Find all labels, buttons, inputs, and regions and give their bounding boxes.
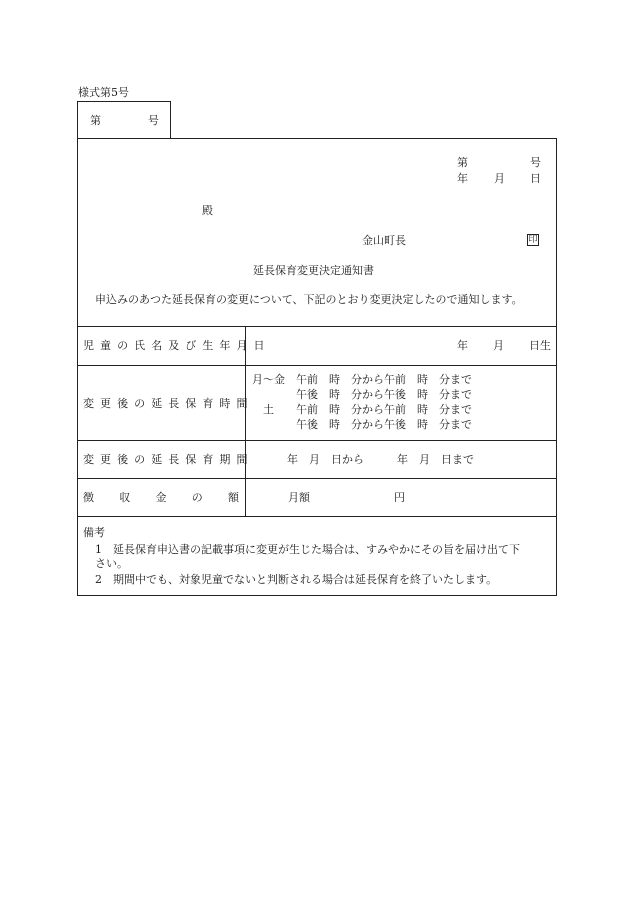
fee-label-char: 額 bbox=[228, 491, 239, 504]
row-divider bbox=[77, 478, 557, 479]
body-text: 申込みのあつた延長保育の変更について、下記のとおり変更決定したので通知します。 bbox=[95, 293, 523, 306]
birth-day: 日生 bbox=[529, 339, 551, 352]
period-label: 変更後の延長保育期間 bbox=[83, 453, 254, 466]
document-title: 延長保育変更決定通知書 bbox=[253, 264, 374, 277]
birth-year: 年 bbox=[457, 339, 468, 352]
date-year: 年 bbox=[457, 172, 468, 185]
column-divider bbox=[245, 326, 246, 516]
hours-line: 土 午前 時 分から午前 時 分まで bbox=[252, 403, 472, 416]
fee-label-char: 金 bbox=[155, 491, 167, 504]
addressee-suffix: 殿 bbox=[202, 204, 213, 217]
row-divider bbox=[77, 440, 557, 441]
fee-label-char: の bbox=[191, 491, 203, 504]
doc-number-suffix: 号 bbox=[530, 156, 541, 169]
table-top-border bbox=[77, 326, 557, 327]
issuer-name: 金山町長 bbox=[362, 234, 406, 247]
hours-line: 午後 時 分から午後 時 分まで bbox=[252, 388, 472, 401]
doc-number-label: 第 bbox=[457, 156, 468, 169]
note-number: 2 bbox=[95, 573, 102, 586]
date-day: 日 bbox=[530, 172, 541, 185]
child-name-label: 児童の氏名及び生年月日 bbox=[83, 339, 271, 352]
fee-yen-unit: 円 bbox=[394, 491, 405, 504]
fee-monthly-label: 月額 bbox=[288, 491, 310, 504]
fee-label bbox=[83, 492, 239, 503]
birth-month: 月 bbox=[493, 339, 504, 352]
period-text: 年 月 日から 年 月 日まで bbox=[287, 453, 474, 466]
hours-label: 変更後の延長保育時間 bbox=[83, 397, 254, 410]
note-text-continued: さい。 bbox=[95, 557, 128, 570]
note-text: 延長保育申込書の記載事項に変更が生じた場合は、すみやかにその旨を届け出て下 bbox=[113, 543, 520, 556]
note-text: 期間中でも、対象児童でないと判断される場合は延長保育を終了いたします。 bbox=[113, 573, 498, 586]
date-month: 月 bbox=[494, 172, 505, 185]
hours-line: 月～金 午前 時 分から午前 時 分まで bbox=[252, 373, 472, 386]
row-divider bbox=[77, 365, 557, 366]
form-id: 様式第5号 bbox=[78, 86, 129, 99]
number-box-label-left: 第 bbox=[90, 114, 101, 127]
hours-line: 午後 時 分から午後 時 分まで bbox=[252, 418, 472, 431]
notes-title: 備考 bbox=[83, 526, 105, 539]
seal-mark: 印 bbox=[528, 235, 538, 245]
fee-label-char: 徴 bbox=[83, 491, 94, 504]
note-number: 1 bbox=[95, 543, 102, 556]
table-bottom-border bbox=[77, 516, 557, 517]
number-box bbox=[77, 101, 171, 139]
form-frame bbox=[77, 138, 557, 596]
number-box-label-right: 号 bbox=[148, 114, 159, 127]
fee-label-char: 収 bbox=[119, 491, 131, 504]
